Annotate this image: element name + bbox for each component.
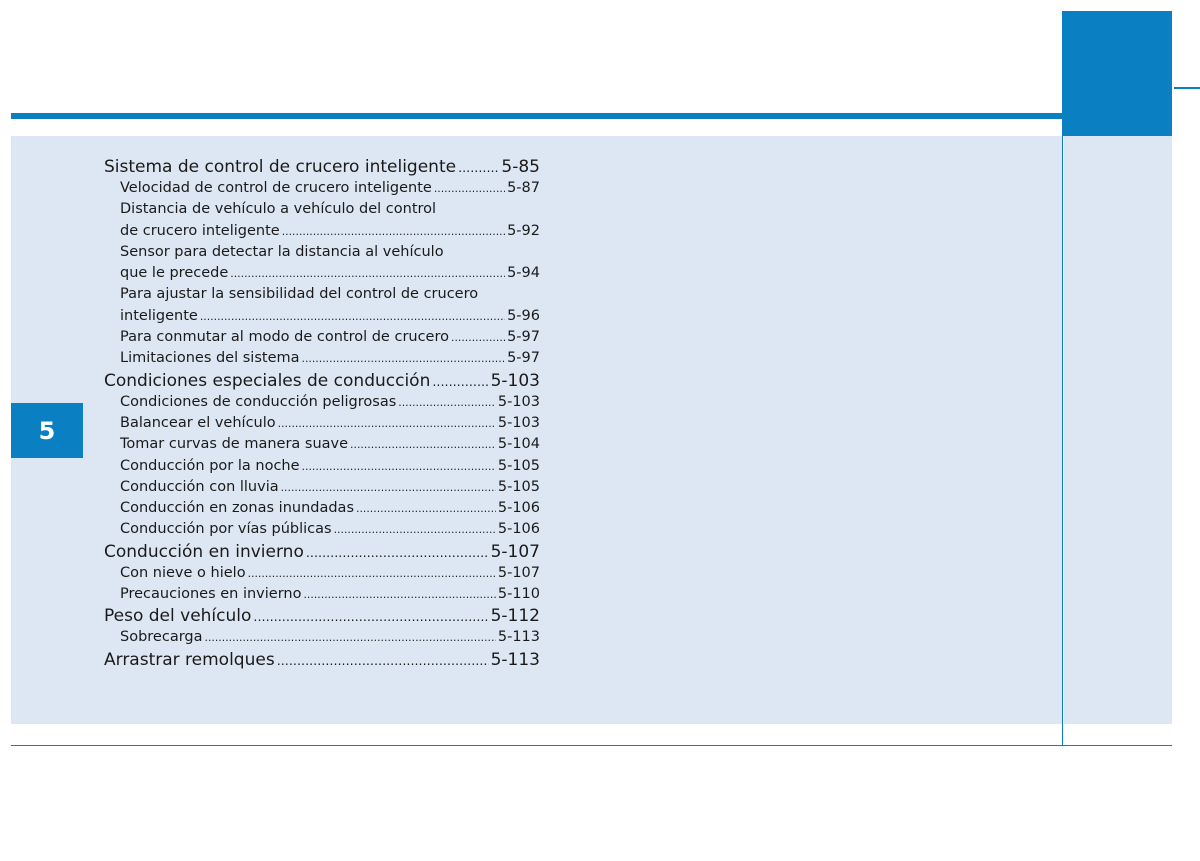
toc-title: Conducción por vías públicas xyxy=(120,521,332,538)
toc-leader xyxy=(253,605,488,629)
toc-leader xyxy=(282,221,505,242)
chapter-tab xyxy=(11,403,83,458)
toc-page: 5-103 xyxy=(490,370,540,391)
toc-subsection[interactable] xyxy=(104,413,540,434)
toc-subsection[interactable] xyxy=(104,263,540,284)
toc-title: Tomar curvas de manera suave xyxy=(120,436,349,453)
toc-subsection[interactable] xyxy=(104,563,540,584)
toc-subsection[interactable] xyxy=(104,456,540,477)
toc-subsection[interactable] xyxy=(104,477,540,498)
header-corner-tick xyxy=(1174,87,1200,89)
toc-leader xyxy=(398,392,496,413)
toc-page: 5-110 xyxy=(497,586,540,603)
toc-subsection[interactable] xyxy=(104,327,540,348)
toc-page: 5-106 xyxy=(497,500,540,517)
toc-subsection[interactable] xyxy=(104,306,540,327)
side-panel xyxy=(1064,136,1172,724)
toc-page: 5-103 xyxy=(497,414,540,431)
toc-leader xyxy=(434,178,505,199)
toc-leader xyxy=(432,370,488,394)
toc-subsection[interactable] xyxy=(104,348,540,369)
toc-title: Limitaciones del sistema xyxy=(120,350,300,367)
toc-leader xyxy=(334,519,496,540)
toc-title: Conducción en invierno xyxy=(104,541,304,562)
toc-leader xyxy=(306,541,489,565)
toc-page: 5-94 xyxy=(507,265,540,282)
toc-title: Sobrecarga xyxy=(120,629,203,646)
toc-section[interactable] xyxy=(104,156,540,178)
toc-title: Velocidad de control de crucero inteligente xyxy=(120,180,432,196)
toc-title: Balancear el vehículo xyxy=(120,414,276,431)
toc-leader xyxy=(277,649,489,673)
toc-leader xyxy=(356,498,496,519)
toc-title: Conducción en zonas inundadas xyxy=(120,500,354,517)
toc-subsection[interactable] xyxy=(104,221,540,242)
table-of-contents xyxy=(104,156,540,671)
toc-title: de crucero inteligente xyxy=(120,222,280,239)
toc-page: 5-113 xyxy=(497,629,540,646)
toc-title: Condiciones de conducción peligrosas xyxy=(120,393,397,410)
toc-leader xyxy=(303,584,495,605)
toc-title: que le precede xyxy=(120,265,229,282)
toc-leader xyxy=(350,434,496,455)
toc-title: Peso del vehículo xyxy=(104,606,252,627)
toc-leader xyxy=(248,563,496,584)
toc-page: 5-97 xyxy=(507,329,540,346)
toc-title: Conducción por la noche xyxy=(120,457,300,474)
toc-section[interactable] xyxy=(104,649,540,671)
toc-page: 5-87 xyxy=(507,180,540,196)
vertical-divider xyxy=(1062,136,1063,746)
toc-subsection[interactable] xyxy=(104,178,540,199)
toc-page: 5-92 xyxy=(507,222,540,239)
toc-subsection-line: Sensor para detectar la distancia al vehículo xyxy=(120,243,444,260)
toc-subsection[interactable] xyxy=(104,519,540,540)
header-corner-block xyxy=(1062,11,1172,136)
toc-leader xyxy=(200,306,505,327)
toc-page: 5-96 xyxy=(507,307,540,324)
toc-page: 5-105 xyxy=(497,457,540,474)
toc-title: Sistema de control de crucero inteligente xyxy=(104,157,457,177)
toc-title: Con nieve o hielo xyxy=(120,564,246,581)
toc-page: 5-107 xyxy=(497,564,540,581)
toc-leader xyxy=(281,477,496,498)
toc-title: Precauciones en invierno xyxy=(120,586,302,603)
toc-subsection[interactable] xyxy=(104,498,540,519)
toc-leader xyxy=(302,456,496,477)
toc-subsection[interactable] xyxy=(104,392,540,413)
toc-leader xyxy=(451,327,505,348)
toc-section[interactable] xyxy=(104,370,540,392)
toc-section[interactable] xyxy=(104,605,540,627)
toc-page: 5-103 xyxy=(497,393,540,410)
toc-title: Para conmutar al modo de control de crucero xyxy=(120,329,449,346)
toc-title: inteligente xyxy=(120,307,198,324)
toc-page: 5-113 xyxy=(490,649,540,670)
toc-subsection-line: Distancia de vehículo a vehículo del control xyxy=(120,201,437,218)
toc-title: Condiciones especiales de conducción xyxy=(104,370,431,391)
header-rule xyxy=(11,113,1062,119)
toc-page: 5-112 xyxy=(490,606,540,627)
toc-page: 5-105 xyxy=(497,478,540,495)
toc-page: 5-106 xyxy=(497,521,540,538)
toc-page: 5-85 xyxy=(501,157,540,177)
toc-subsection[interactable] xyxy=(104,584,540,605)
toc-title: Conducción con lluvia xyxy=(120,478,279,495)
toc-section[interactable] xyxy=(104,541,540,563)
toc-subsection-line: Para ajustar la sensibilidad del control de crucero xyxy=(120,286,479,303)
toc-page: 5-97 xyxy=(507,350,540,367)
toc-subsection[interactable] xyxy=(104,434,540,455)
toc-leader xyxy=(302,348,506,369)
toc-leader xyxy=(230,263,505,284)
toc-subsection[interactable] xyxy=(104,627,540,648)
toc-leader xyxy=(458,156,499,180)
toc-page: 5-107 xyxy=(490,541,540,562)
toc-title: Arrastrar remolques xyxy=(104,649,275,670)
footer-rule xyxy=(11,745,1172,746)
toc-page: 5-104 xyxy=(497,436,540,453)
toc-leader xyxy=(205,627,496,648)
chapter-number: 5 xyxy=(38,416,56,445)
toc-leader xyxy=(278,413,496,434)
